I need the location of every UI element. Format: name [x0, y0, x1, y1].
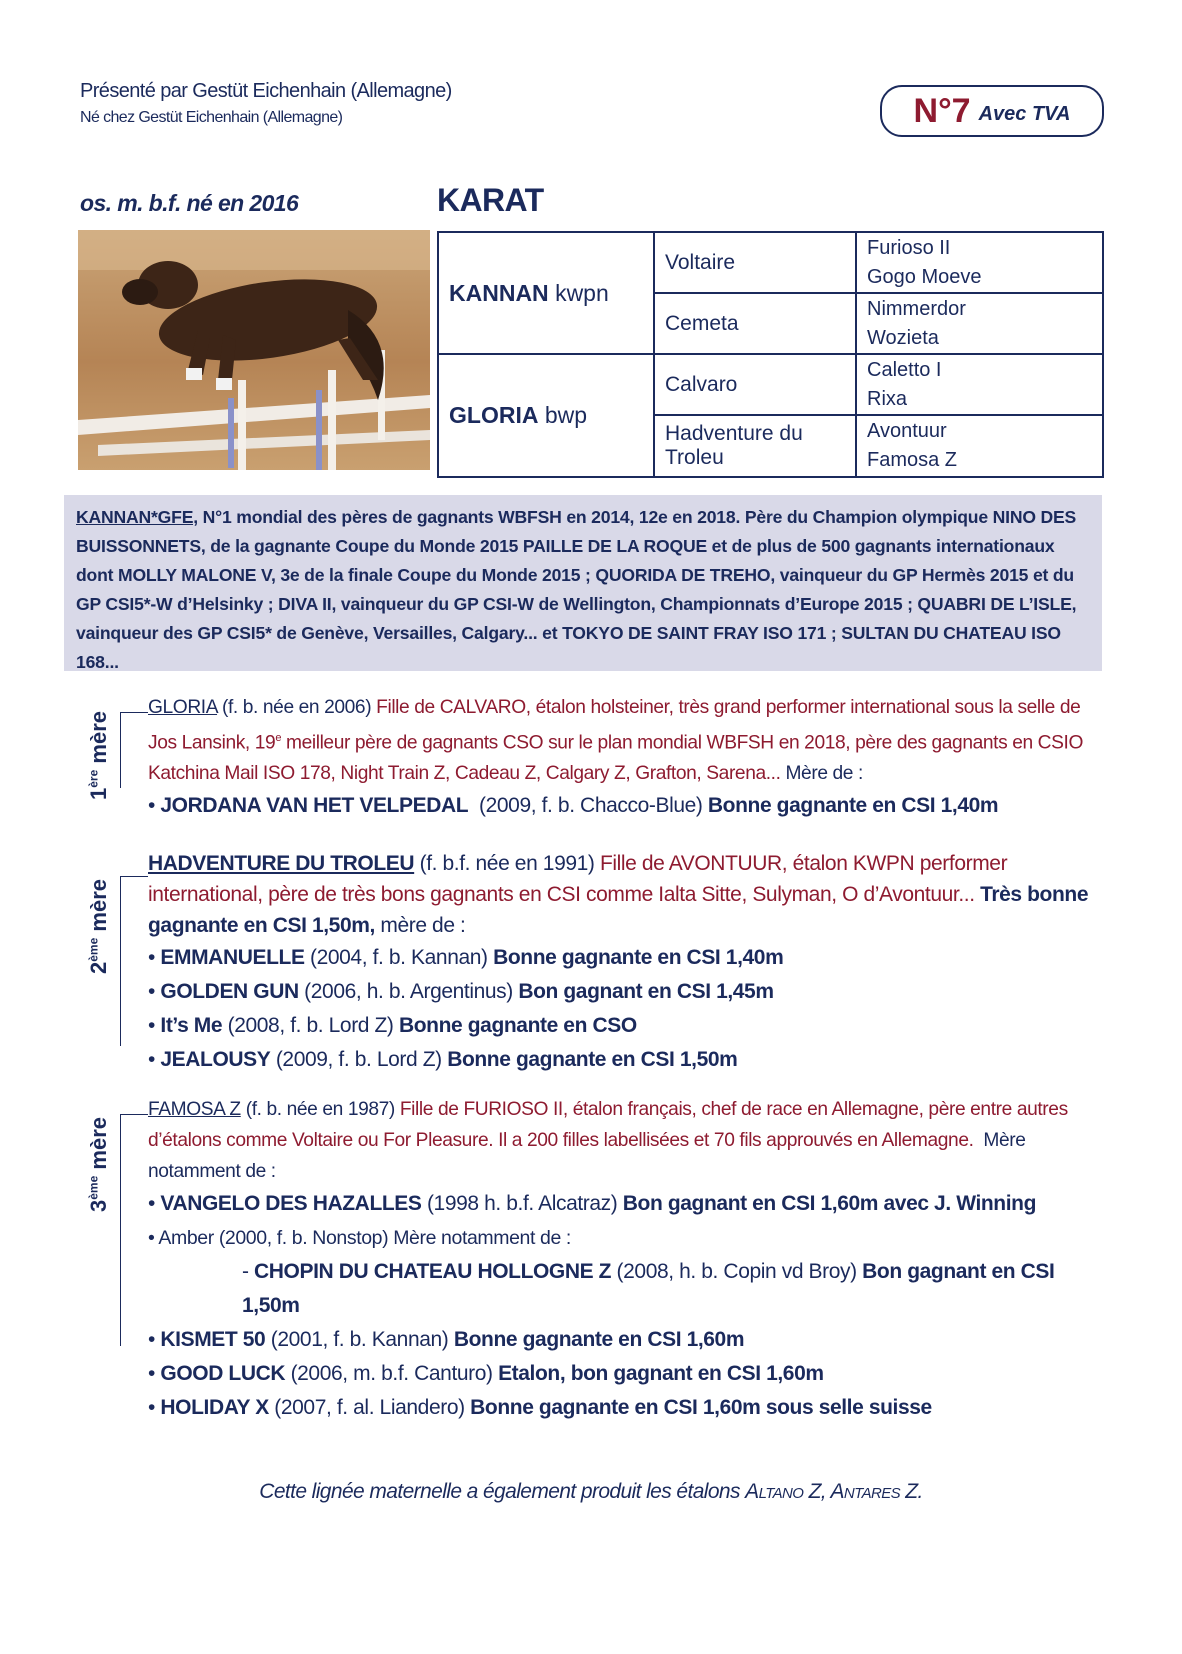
list-subitem	[148, 1255, 1106, 1323]
dam1-info: (f. b. née en 2006)	[221, 697, 372, 718]
ggp-name: Nimmerdor	[867, 297, 966, 320]
dam2-result: Très bonne gagnante en CSI 1,50m,	[148, 883, 1089, 937]
offspring-name: CHOPIN DU CHATEAU HOLLOGNE Z	[254, 1260, 612, 1283]
dam2-text: Fille de AVONTUUR, étalon KWPN performer international, père de très bons gagnants en CSI comme Ialta Sitte, Sulyman, O d’Avontuur...	[148, 852, 1008, 906]
offspring-result: Bon gagnant en CSI 1,50m	[242, 1260, 1055, 1317]
dam1-bracket-top	[120, 712, 148, 713]
dam1-label-num: 1	[86, 787, 111, 800]
dam3-label	[86, 1117, 112, 1212]
dam1-text-a: Fille de CALVARO, étalon holsteiner, très grand performer international sous la selle de Jos Lansink, 19	[148, 697, 1081, 754]
pedigree-sire-sire: Voltaire	[654, 232, 856, 293]
horse-description: os. m. b.f. né en 2016	[80, 190, 299, 216]
pedigree-ggp-4	[856, 415, 1103, 477]
offspring-result: Bonne gagnante en CSI 1,60m	[453, 1328, 745, 1351]
list-item: • GOOD LUCK (2006, m. b.f. Canturo) Etalon, bon gagnant en CSI 1,60m	[148, 1362, 824, 1385]
offspring-info: (1998 h. b.f. Alcatraz)	[426, 1192, 618, 1215]
dam1-label	[86, 711, 112, 800]
offspring-name: JORDANA VAN HET VELPEDAL	[160, 794, 469, 818]
ggp-name: Furioso II	[867, 236, 951, 259]
offspring-result: Etalon, bon gagnant en CSI 1,60m	[498, 1362, 824, 1385]
pedigree-dam-dam: Hadventure du Troleu	[654, 415, 856, 477]
ggp-name: Gogo Moeve	[867, 265, 982, 288]
dam3-label-num: 3	[86, 1199, 111, 1212]
dam1-bracket	[120, 712, 121, 788]
lot-number: N°7	[913, 91, 971, 130]
offspring-result: Bonne gagnante en CSI 1,40m	[493, 946, 784, 969]
offspring-info: (2008, f. b. Lord Z)	[227, 1014, 394, 1037]
offspring-result: Bonne gagnante en CSI 1,40m	[707, 794, 999, 818]
offspring-text: Amber (2000, f. b. Nonstop) Mère notamment de :	[158, 1227, 571, 1249]
offspring-info: (2009, f. b. Lord Z)	[275, 1048, 442, 1071]
offspring-info: (2001, f. b. Kannan)	[270, 1328, 449, 1351]
ggp-name: Famosa Z	[867, 449, 958, 471]
subitem-dash: -	[242, 1260, 255, 1283]
ggp-name: Avontuur	[867, 420, 947, 442]
dam3-text: Fille de FURIOSO II, étalon français, chef de race en Allemagne, père entre autres d’étalons comme Voltaire ou For Pleasure. Il a 200 filles labellisées et 70 fils approuvés en Allemagne.	[148, 1099, 1068, 1151]
offspring-info: (2004, f. b. Kannan)	[310, 946, 488, 969]
pedigree-sire	[438, 232, 654, 354]
offspring-name: JEALOUSY	[160, 1048, 271, 1071]
dam1-name: GLORIA	[148, 697, 218, 718]
dam2-section	[148, 848, 1106, 1077]
dam1-label-word: mère	[86, 711, 111, 764]
lot-vat: Avec TVA	[978, 102, 1071, 125]
dam3-mother-of: Mère notamment de :	[148, 1130, 1026, 1182]
pedigree-table	[437, 231, 1104, 478]
dam2-mother-of: mère de :	[374, 914, 466, 937]
offspring-result: Bon gagnant en CSI 1,45m	[518, 980, 774, 1003]
dam3-paragraph	[148, 1094, 1106, 1187]
presenter-line: Présenté par Gestüt Eichenhain (Allemagne)	[80, 80, 452, 102]
offspring-info: (2006, h. b. Argentinus)	[304, 980, 513, 1003]
dam-stud: bwp	[544, 402, 588, 428]
list-item: • It’s Me (2008, f. b. Lord Z) Bonne gagnante en CSO	[148, 1014, 637, 1037]
dam1-mother-of: Mère de :	[780, 763, 863, 785]
dam3-name: FAMOSA Z	[148, 1099, 241, 1120]
offspring-name: GOLDEN GUN	[160, 980, 299, 1003]
pedigree-ggp-2	[856, 293, 1103, 354]
offspring-result: Bon gagnant en CSI 1,60m avec J. Winning	[622, 1192, 1037, 1215]
offspring-result: Bonne gagnante en CSO	[398, 1014, 637, 1037]
dam1-label-sup: ère	[86, 769, 101, 788]
footer-text: Cette lignée maternelle a également produit les étalons	[259, 1480, 740, 1503]
offspring-name: GOOD LUCK	[160, 1362, 286, 1385]
ggp-name: Caletto I	[867, 358, 942, 381]
list-item: • Amber (2000, f. b. Nonstop) Mère notamment de :	[148, 1227, 571, 1249]
dam3-label-sup: ème	[86, 1175, 101, 1200]
footer-stallions: Altano Z, Antares Z.	[745, 1480, 923, 1503]
list-item: • JEALOUSY (2009, f. b. Lord Z) Bonne gagnante en CSI 1,50m	[148, 1048, 738, 1071]
offspring-result: Bonne gagnante en CSI 1,60m sous selle suisse	[470, 1396, 932, 1419]
dam3-section	[148, 1094, 1106, 1425]
dam2-bracket	[120, 876, 121, 1046]
offspring-name: It’s Me	[160, 1014, 223, 1037]
horse-photo	[78, 230, 430, 470]
offspring-info: (2007, f. al. Liandero)	[274, 1396, 465, 1419]
list-item: • JORDANA VAN HET VELPEDAL (2009, f. b. Chacco-Blue) Bonne gagnante en CSI 1,40m	[148, 794, 999, 818]
dam3-label-word: mère	[86, 1117, 111, 1170]
pedigree-ggp-3	[856, 354, 1103, 415]
offspring-name: EMMANUELLE	[160, 946, 305, 969]
offspring-info: (2006, m. b.f. Canturo)	[290, 1362, 493, 1385]
dam2-bracket-top	[120, 876, 148, 877]
pedigree-sire-dam: Cemeta	[654, 293, 856, 354]
list-item: • EMMANUELLE (2004, f. b. Kannan) Bonne gagnante en CSI 1,40m	[148, 946, 784, 969]
ggp-name: Wozieta	[867, 326, 939, 349]
dam2-label-sup: ème	[86, 937, 101, 962]
dam1-paragraph	[148, 692, 1106, 789]
pedigree-dam-sire: Calvaro	[654, 354, 856, 415]
summary-sire-label: KANNAN*GFE,	[76, 507, 198, 527]
footer-note	[0, 1480, 1182, 1504]
horse-jumping-image	[78, 230, 430, 470]
dam2-info: (f. b.f. née en 1991)	[419, 852, 595, 875]
offspring-name: KISMET 50	[160, 1328, 266, 1351]
offspring-result: Bonne gagnante en CSI 1,50m	[447, 1048, 738, 1071]
dam3-bracket-top	[120, 1114, 148, 1115]
offspring-info: (2009, f. b. Chacco-Blue)	[479, 794, 703, 818]
summary-text: N°1 mondial des pères de gagnants WBFSH en 2014, 12e en 2018. Père du Champion olympique NINO DES BUISSONNETS, de la gagnante Coupe du Monde 2015 PAILLE DE LA ROQUE et de plus de 500 gagnants internationaux dont MOLLY MALONE V, 3e de la finale Coupe du Monde 2015 ; QUORIDA DE TREHO, vainqueur du GP Hermès 2015 et du GP CSI5*-W d’Helsinky ; DIVA II, vainqueur du GP CSI-W de Wellington, Championnats d’Europe 2015 ; QUABRI DE L’ISLE, vainqueur des GP CSI5* de Genève, Versailles, Calgary... et TOKYO DE SAINT FRAY ISO 171 ; SULTAN DU CHATEAU ISO 168...	[76, 507, 1077, 672]
list-item: • VANGELO DES HAZALLES (1998 h. b.f. Alcatraz) Bon gagnant en CSI 1,60m avec J. Winning	[148, 1192, 1037, 1215]
dam2-name: HADVENTURE DU TROLEU	[148, 852, 415, 875]
offspring-info: (2008, h. b. Copin vd Broy)	[616, 1260, 857, 1283]
sire-summary	[64, 495, 1102, 671]
list-item: • HOLIDAY X (2007, f. al. Liandero) Bonne gagnante en CSI 1,60m sous selle suisse	[148, 1396, 932, 1419]
sire-name: KANNAN	[449, 279, 549, 306]
dam1-text-sup: e	[275, 732, 282, 744]
sire-stud: kwpn	[555, 279, 609, 306]
dam2-label	[86, 879, 112, 974]
dam1-section	[148, 692, 1106, 823]
dam3-info: (f. b. née en 1987)	[245, 1099, 395, 1120]
lot-badge	[880, 85, 1104, 137]
breeder-line: Né chez Gestüt Eichenhain (Allemagne)	[80, 109, 343, 126]
dam-name: GLORIA	[449, 402, 539, 428]
dam2-label-word: mère	[86, 879, 111, 932]
dam2-label-num: 2	[86, 961, 111, 974]
dam2-paragraph	[148, 848, 1106, 941]
ggp-name: Rixa	[867, 387, 908, 410]
dam3-bracket	[120, 1114, 121, 1346]
horse-name: KARAT	[437, 182, 544, 218]
dam1-text-b: meilleur père de gagnants CSO sur le plan mondial WBFSH en 2018, père des gagnants en CSIO Katchina Mail ISO 178, Night Train Z, Cadeau Z, Calgary Z, Grafton, Sarena...	[148, 732, 1083, 785]
offspring-name: VANGELO DES HAZALLES	[160, 1192, 422, 1215]
pedigree-ggp-1	[856, 232, 1103, 293]
list-item: • KISMET 50 (2001, f. b. Kannan) Bonne gagnante en CSI 1,60m	[148, 1328, 745, 1351]
pedigree-dam	[438, 354, 654, 477]
list-item: • GOLDEN GUN (2006, h. b. Argentinus) Bon gagnant en CSI 1,45m	[148, 980, 774, 1003]
offspring-name: HOLIDAY X	[160, 1396, 269, 1419]
